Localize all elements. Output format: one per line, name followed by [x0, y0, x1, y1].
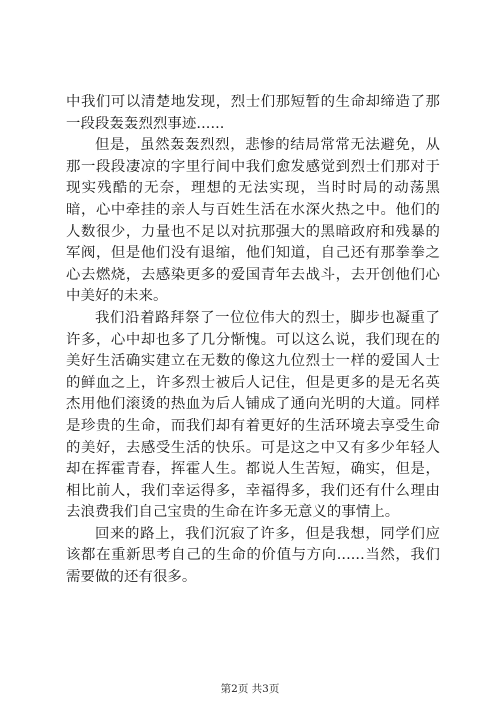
paragraph-3: 我们沿着路拜祭了一位位伟大的烈士，脚步也凝重了许多，心中却也多了几分惭愧。可以这么说，我们现在的美好生活确实建立在无数的像这九位烈士一样的爱国人士的鲜血之上，许多烈士被后人记住，但是更多的是无名英杰用他们滚烫的热血为后人铺成了通向光明的大道。同样是珍贵的生命，而我们却有着更好的生活环境去享受生命的美好，去感受生活的快乐。可是这之中又有多少年轻人却在挥霍青春，挥霍人生。都说人生苦短，确实，但是，相比前人，我们幸运得多，幸福得多，我们还有什么理由去浪费我们自己宝贵的生命在许多无意义的事情上。	[66, 309, 440, 521]
page-number-footer: 第2页 共3页	[220, 683, 280, 695]
document-body	[66, 92, 440, 589]
paragraph-2: 但是，虽然轰轰烈烈，悲惨的结局常常无法避免，从那一段段凄凉的字里行间中我们愈发感觉到烈士们那对于现实残酷的无奈，理想的无法实现，当时时局的动荡黑暗，心中牵挂的亲人与百姓生活在水深火热之中。他们的人数很少，力量也不足以对抗那强大的黑暗政府和残暴的军阀，但是他们没有退缩，他们知道，自己还有那拳拳之心去燃烧，去感染更多的爱国青年去战斗，去开创他们心中美好的未来。	[66, 137, 440, 305]
paragraph-1: 中我们可以清楚地发现，烈士们那短暂的生命却缔造了那一段段轰轰烈烈事迹......	[66, 94, 440, 132]
paragraph-4: 回来的路上，我们沉寂了许多，但是我想，同学们应该都在重新思考自己的生命的价值与方向......当然，我们需要做的还有很多。	[66, 525, 440, 586]
